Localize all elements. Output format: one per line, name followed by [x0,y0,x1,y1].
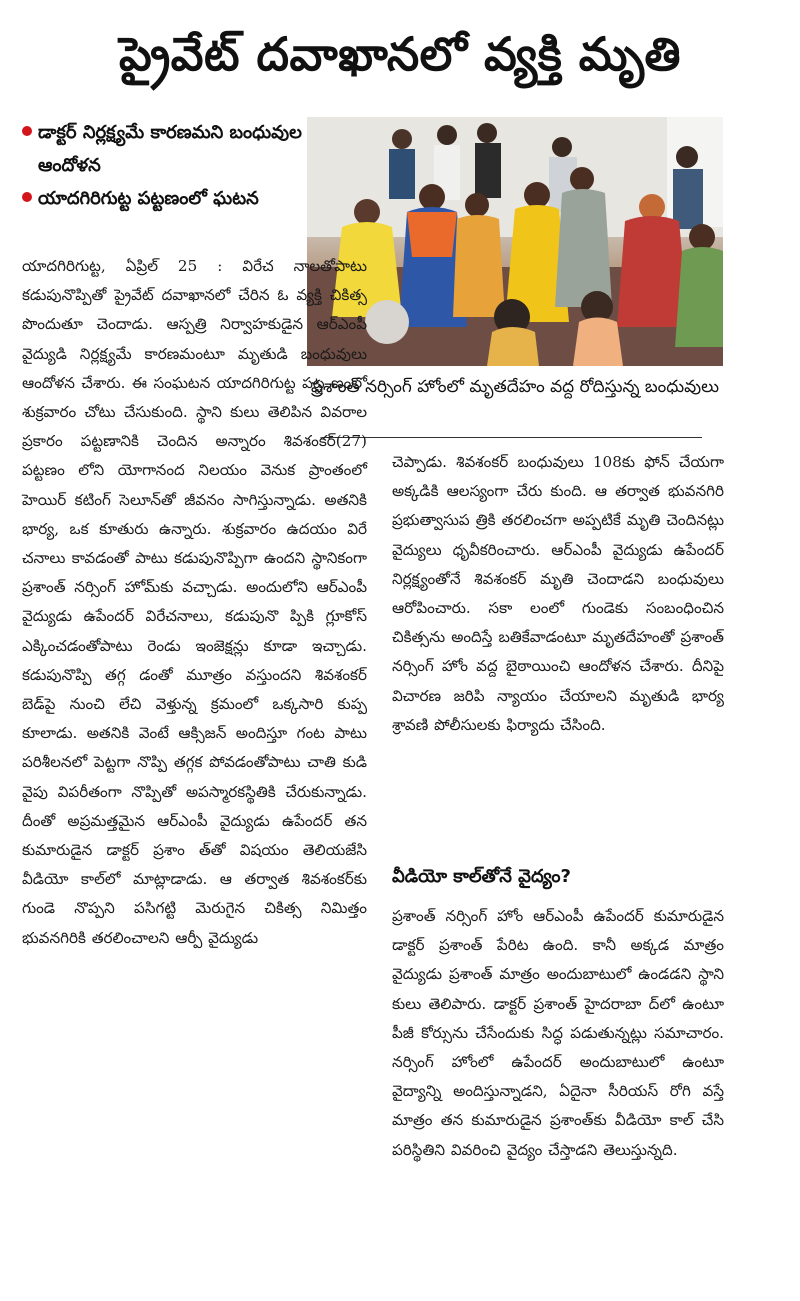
headline: ప్రైవేట్ దవాఖానలో వ్యక్తి మృతి [118,27,682,81]
caption-divider [322,437,702,438]
sub-headlines [22,116,307,215]
article-column-1: యాదగిరిగుట్ట, ఏప్రిల్ 25 : విరేచ నాలతోపాటు కడుపునొప్పితో ప్రైవేట్ దవాఖానలో చేరిన ఓ వ్యక్తి చికిత్స పొందుతూ చెందాడు. ఆస్పత్రి నిర్వాహకుడైన ఆర్ఎంపీ వైద్యుడి నిర్లక్ష్యమే కారణమంటూ మృతుడి బంధువులు ఆందోళన చేశారు. ఈ సంఘటన యాదగిరిగుట్ట పట్ట ణంలో శుక్రవారం చోటు చేసుకుంది. స్థాని కులు తెలిపిన వివరాల ప్రకారం పట్టణానికి చెందిన అన్నారం శివశంకర్(27) పట్టణం లోని యోగానంద నిలయం వెనుక ప్రాంతంలో హెయిర్ కటింగ్ సెలూన్‌తో జీవనం సాగిస్తున్నాడు. అతనికి భార్య, ఒక కూతురు ఉన్నారు. శుక్రవారం ఉదయం విరే చనాలు కావడంతో పాటు కడుపునొప్పిగా ఉందని స్థానికంగా ప్రశాంత్ నర్సింగ్ హోమ్‌కు వచ్చాడు. అందులోని ఆర్ఎంపీ వైద్యుడు ఉపేందర్ విరేచనాలు, కడుపునొ ప్పికి గ్లూకోస్ ఎక్కించడంతోపాటు రెండు ఇంజెక్షన్లు కూడా ఇచ్చాడు. కడుపునొప్పి తగ్గ డంతో మూత్రం వస్తుందని శివశంకర్ బెడ్‌పై నుంచి లేచి వెళ్తున్న క్రమంలో ఒక్కసారి కుప్ప కూలాడు. అతనికి వెంటే ఆక్సిజన్ అందిస్తూ గంట పాటు పరిశీలనలో పెట్టగా నొప్పి తగ్గక పోవడంతోపాటు చాతి కుడి వైపు విపరీతంగా నొప్పితో అపస్మారకస్థితికి చేరుకున్నాడు. దీంతో అప్రమత్తమైన ఆర్ఎంపీ వైద్యుడు ఉపేందర్ తన కుమారుడైన డాక్టర్ ప్రశాం త్‌తో విషయం తెలియజేసి వీడియో కాల్‌లో మాట్లాడాడు. ఆ తర్వాత శివశంకర్‌కు గుండె నొప్పని పసిగట్టి మెరుగైన చికిత్స నిమిత్తం భువనగిరికి తరలించాలని ఆర్పీ వైద్యుడు [22,257,367,947]
article-column-3: ప్రశాంత్ నర్సింగ్ హోం ఆర్ఎంపీ ఉపేందర్ కుమారుడైన డాక్టర్ ప్రశాంత్ పేరిట ఉంది. కానీ అక్కడ మాత్రం వైద్యుడు ప్రశాంత్ మాత్రం అందుబాటులో ఉండడని స్థాని కులు తెలిపారు. డాక్టర్ ప్రశాంత్ హైదరాబా ద్‌లో ఉంటూ పీజీ కోర్సును చేసేందుకు సిద్ధ పడుతున్నట్లు సమాచారం. నర్సింగ్ హోంలో ఉపేందర్ అందుబాటులో ఉంటూ వైద్యాన్ని అందిస్తున్నాడని, ఏదైనా సీరియస్ రోగి వస్తే మాత్రం తన కుమారుడైన ప్రశాంత్‌కు వీడియో కాల్ చేసి పరిస్థితిని వివరించి వైద్యం చేస్తాడని తెలుస్తున్నది. [392,907,724,1159]
news-photo [307,117,723,366]
bullet-point: డాక్టర్ నిర్లక్ష్యమే కారణమని బంధువుల ఆందోళన [22,116,307,182]
photo-caption: ప్రశాంత్ నర్సింగ్ హోంలో మృతదేహం వద్ద రోదిస్తున్న బంధువులు [310,377,720,397]
article-column-2: చెప్పాడు. శివశంకర్ బంధువులు 108కు ఫోన్ చేయగా అక్కడికి ఆలస్యంగా చేరు కుంది. ఆ తర్వాత భువనగిరి ప్రభుత్వాసుప త్రికి తరలించగా అప్పటికే మృతి చెందినట్లు వైద్యులు ధృవీకరించారు. ఆర్ఎంపీ వైద్యుడు ఉపేందర్ నిర్లక్ష్యంతోనే శివశంకర్ మృతి చెందాడని బంధువులు ఆరోపించారు. సకా లంలో గుండెకు సంబంధించిన చికిత్సను అందిస్తే బతికేవాడంటూ మృతదేహంతో ప్రశాంత్ నర్సింగ్ హోం వద్ద బైఠాయించి ఆందోళన చేశారు. దీనిపై విచారణ జరిపి న్యాయం చేయాలని మృతుడి భార్య శ్రావణి పోలీసులకు ఫిర్యాదు చేసింది. [392,453,724,734]
bullet-point: యాదగిరిగుట్ట పట్టణంలో ఘటన [22,182,307,215]
section-subheading: వీడియో కాల్‌తోనే వైద్యం? [392,866,571,887]
